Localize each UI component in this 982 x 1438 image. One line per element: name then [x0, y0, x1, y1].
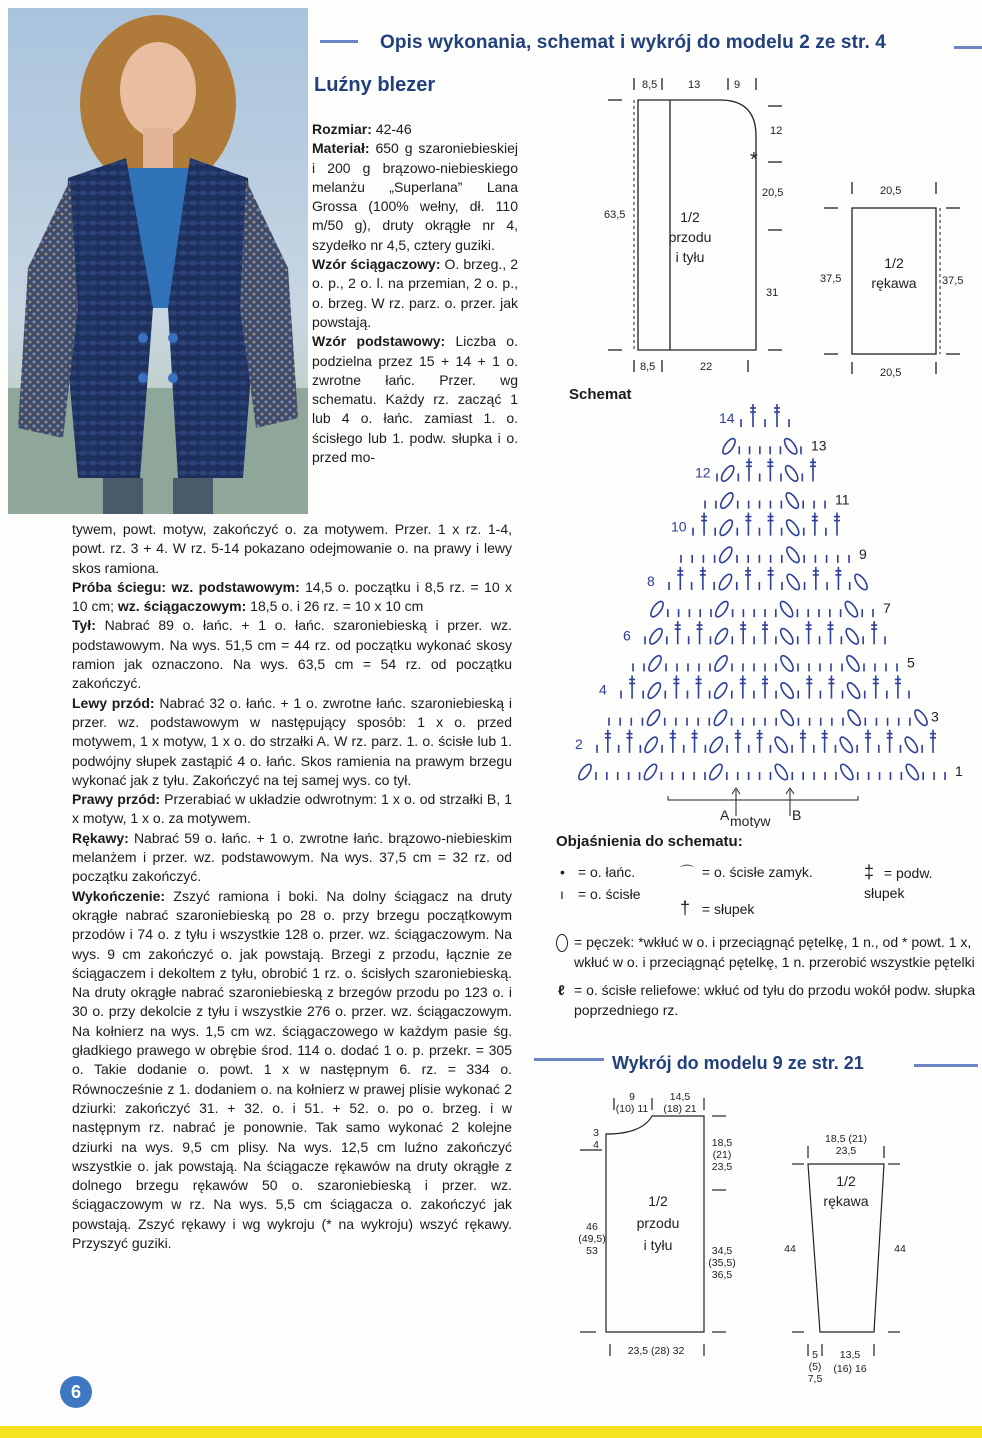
chart-stitch: [774, 404, 780, 427]
chart-stitch: [782, 437, 799, 456]
chart-stitch: [642, 762, 659, 781]
section2-title: Wykrój do modelu 9 ze str. 21: [612, 1053, 864, 1073]
p9-sleeve-left: 44: [784, 1243, 796, 1255]
body-para-gauge: Próba ściegu: wz. podstawowym: 14,5 o. początku i 8,5 rz. = 10 x 10 cm; wz. ściągaczowym: 18,5 o. i 26 rz. = 10 x 10 cm: [72, 578, 512, 615]
chart-stitch: [844, 627, 861, 646]
chart-row-label-right: 7: [883, 600, 891, 617]
p9-right-bottom-2: (35,5): [708, 1257, 736, 1269]
p9-left-2: (49,5): [578, 1233, 606, 1245]
chart-stitch: [646, 681, 663, 700]
chart-stitch: [740, 621, 746, 644]
chart-stitch: [719, 464, 736, 483]
page-header-title: Opis wykonania, schemat i wykrój do modelu 2 ze str. 4: [380, 32, 886, 53]
chart-stitch: [903, 735, 920, 754]
chart-stitch: [605, 730, 611, 753]
page-number: 6: [60, 1376, 92, 1408]
p9-fraction-num: 3: [593, 1127, 599, 1139]
body-para-right-front: Prawy przód: Przerabiać w układzie odwrotnym: 1 x o. od strzałki B, 1 x motyw, 1 x o. za motywem.: [72, 791, 512, 827]
p1-body-label-1: 1/2: [680, 209, 700, 225]
chart-stitch: [735, 730, 741, 753]
chart-stitch: [845, 681, 862, 700]
chart-stitch: [746, 458, 752, 481]
p1-right-dim-2: 20,5: [762, 187, 784, 199]
chart-stitch: [813, 567, 819, 590]
chart-stitch: [692, 730, 698, 753]
intro-material: Materiał: 650 g szaroniebieskiej i 200 g brązowo-niebieskiego melanżu „Superlana” Lana Grossa (100% wełny, dł. 110 m/50 g), druty okrągłe nr 4, szydełko nr 4,5, cztery guziki.: [312, 140, 518, 253]
chart-stitch: [779, 681, 796, 700]
chart-stitch: [812, 513, 818, 536]
p9-right-top-2: (21): [712, 1149, 732, 1161]
chart-row-label-right: 13: [811, 437, 827, 454]
pattern-model-2: [590, 70, 980, 380]
p1-top-dim-3: 9: [734, 79, 741, 91]
chart-row-label-left: 10: [671, 518, 687, 535]
chart-stitch: [778, 599, 795, 618]
double-crochet-icon: †: [680, 898, 691, 918]
chain-icon: •: [560, 864, 565, 880]
body-column: [72, 520, 512, 1253]
section2-rule-left: [534, 1058, 604, 1061]
chart-stitch: [768, 567, 774, 590]
p9-sleeve-label-1: 1/2: [836, 1173, 856, 1189]
p1-bottom-dim-2: 22: [700, 361, 713, 373]
header-rule-left: [320, 40, 358, 43]
chart-stitch: [784, 518, 801, 537]
chart-stitch: [717, 545, 734, 564]
chart-stitch: [895, 675, 901, 698]
chart-stitch: [779, 654, 796, 673]
chart-stitch: [700, 567, 706, 590]
p9-sleeve-bottom-right-2: (16) 16: [833, 1363, 867, 1375]
section2-rule-right: [914, 1064, 978, 1067]
p9-left-1: 46: [586, 1221, 598, 1233]
chart-stitch: [718, 518, 735, 537]
chart-stitch: [713, 654, 730, 673]
chart-stitch: [670, 730, 676, 753]
chart-stitch: [871, 621, 877, 644]
chart-row-label-left: 8: [647, 573, 655, 589]
pattern-model-9: [576, 1086, 976, 1396]
p9-sleeve-top-1: 18,5 (21): [824, 1133, 868, 1145]
chart-stitch: [713, 599, 730, 618]
chart-stitch: [887, 730, 893, 753]
chart-stitch: [757, 730, 763, 753]
chart-stitch: [677, 567, 683, 590]
p9-left-3: 53: [586, 1245, 598, 1257]
p1-right-dim-3: 31: [766, 287, 779, 299]
chart-stitch: [645, 708, 662, 727]
chart-stitch: [721, 437, 738, 456]
body-para-back: Tył: Nabrać 89 o. łańc. + 1 o. łańc. szaroniebieską i przer. wz. podstawowym. Na wys. 51,5 cm = 44 rz. od początku wykonać skosy ramion jak oznaczono. Na wys. 63,5 cm = 54 rz. od początku zakończyć.: [72, 617, 512, 692]
bottom-color-bar: [0, 1426, 982, 1438]
chart-stitch: [843, 599, 860, 618]
chart-stitch: [913, 708, 930, 727]
chart-stitch: [845, 654, 862, 673]
chart-stitch: [838, 762, 855, 781]
chart-stitch: [762, 621, 768, 644]
chart-stitch: [708, 735, 725, 754]
header-rule-right: [954, 46, 982, 49]
chart-stitch: [873, 675, 879, 698]
model-title: Luźny blezer: [314, 74, 436, 96]
chart-stitch: [649, 599, 666, 618]
slip-stitch-icon: ⌒: [680, 864, 694, 880]
sleeve-seam-star: *: [750, 149, 758, 171]
body-para-continuation: tywem, powt. motyw, zakończyć o. za motywem. Przer. 1 x rz. 1-4, powt. rz. 3 + 4. W rz. 5-14 pokazano odejmowanie o. na prawy i lewy skos ramiona.: [72, 521, 512, 576]
schemat-title: Schemat: [569, 386, 632, 403]
p9-right-bottom-1: 34,5: [711, 1245, 733, 1257]
chart-stitch: [627, 730, 633, 753]
chart-stitch: [846, 708, 863, 727]
legend-tr: ‡ = podw. słupek: [864, 862, 933, 901]
chart-stitch: [806, 675, 812, 698]
sleeve-left-dim: 37,5: [820, 273, 842, 285]
p9-bottom: 23,5 (28) 32: [627, 1345, 685, 1357]
chart-row-label-right: 1: [955, 763, 963, 779]
chart-stitch: [784, 491, 801, 510]
p1-sleeve-label-2: rękawa: [871, 275, 917, 291]
chart-stitch: [696, 675, 702, 698]
chart-stitch: [773, 762, 790, 781]
p9-right-top-1: 18,5: [711, 1137, 733, 1149]
chart-stitch: [827, 621, 833, 644]
single-crochet-icon: ı: [560, 886, 564, 902]
legend-dc: † = słupek: [680, 898, 755, 918]
legend-title: Objaśnienia do schematu:: [556, 833, 743, 850]
legend-chain: • = o. łańc.: [560, 864, 636, 880]
chart-stitch: [643, 735, 660, 754]
p9-sleeve-bottom-left-3: 7,5: [807, 1373, 823, 1385]
crochet-chart: [560, 388, 980, 828]
puff-stitch-icon: [556, 934, 568, 952]
intro-size: Rozmiar: 42-46: [312, 121, 412, 137]
p9-top-right-1: 14,5: [669, 1091, 691, 1103]
p9-sleeve-top-2: 23,5: [835, 1145, 857, 1157]
chart-stitch: [783, 464, 800, 483]
chart-stitch: [785, 545, 802, 564]
treble-crochet-icon: ‡: [864, 862, 875, 882]
legend-slip: ⌒ = o. ścisłe zamyk.: [680, 864, 813, 880]
p9-sleeve-bottom-left-2: (5): [808, 1361, 822, 1373]
chart-label-b: B: [792, 807, 802, 823]
legend-relief: ℓ = o. ścisłe reliefowe: wkłuć od tyłu do przodu wokół podw. słupka poprzedniego rz.: [558, 982, 976, 1018]
chart-stitch: [778, 627, 795, 646]
chart-stitch: [647, 654, 664, 673]
chart-stitch: [828, 675, 834, 698]
body-para-sleeves: Rękawy: Nabrać 59 o. łańc. + 1 o. zwrotne łańc. brązowo-niebieskim melanżem i przer. wz. podstawowym. Na wys. 37,5 cm = 32 rz. od początku zakończyć.: [72, 829, 512, 885]
chart-stitch: [577, 762, 594, 781]
p1-sleeve-label-1: 1/2: [884, 255, 904, 271]
chart-stitch: [835, 567, 841, 590]
chart-stitch: [697, 621, 703, 644]
chart-stitch: [834, 513, 840, 536]
chart-stitch: [779, 708, 796, 727]
intro-rib-pattern: Wzór ściągaczowy: O. brzeg., 2 o. p., 2 o. l. na przemian, 2 o. p., o. brzeg. W rz. parz. o. przer. jak powstają.: [312, 256, 518, 330]
chart-stitch: [712, 681, 729, 700]
p9-right-top-3: 23,5: [711, 1161, 733, 1173]
chart-stitch: [673, 675, 679, 698]
chart-stitch: [767, 458, 773, 481]
p1-top-dim-2: 13: [688, 79, 701, 91]
intro-base-pattern: Wzór podstawowy: Liczba o. podzielna przez 15 + 14 + 1 o. zwrotne łańc. Przer. wg schematu. Każdy rz. zacząć 1 lub 4 o. łańc. zamiast 1. o. ścisłego lub 1. podw. słupka i o. przed mo-: [312, 333, 518, 466]
chart-stitch: [762, 675, 768, 698]
chart-row-label-right: 9: [859, 545, 867, 562]
chart-stitch: [701, 513, 707, 536]
chart-stitch: [675, 621, 681, 644]
chart-row-label-right: 5: [907, 654, 915, 671]
p9-body-label-3: i tyłu: [643, 1237, 673, 1253]
legend-single: ı = o. ścisłe: [560, 886, 641, 902]
chart-stitch: [750, 404, 756, 427]
chart-row-label-right: 11: [835, 491, 850, 508]
sleeve-right-dim: 37,5: [942, 275, 964, 287]
sleeve-top-dim: 20,5: [880, 185, 902, 197]
body-para-finishing: Wykończenie: Zszyć ramiona i boki. Na dolny ściągacz na druty okrągłe nabrać szaroniebieską po 28 o. przy brzegu początkowym przodów i 74 o. z tyłu i wszystkie 128 o. przer. wz. ściągaczowym. Na wys. 9 cm zakończyć o. jak powstają. Brzegi z przodu, łącznie ze ściągaczem i dekoltem z tyłu, obrobić 1 rz. o. ścisłych szaroniebieską. Na druty okrągłe nabrać szaroniebieską z brzegów przodu po 123 o. i 30 o. przy dekolcie z tyłu i wszystkie 276 o. przer. wz. ściągaczowym. Na kołnierz na wys. 1,5 cm wz. ściągaczowego w każdym pasie śg. gładkiego prawego w obrębie środ. 114 o. dodać 1 o. p. przekr. = 305 o. Takie dodanie o. powt. 1 x w następnym 6. rz. = 334 o. Równocześnie z 1. dodaniem o. na kołnierz w prawej plisie wykonać 2 dziurki: zakończyć 31. + 32. o. i 51. + 52. o. po o. brzeg. i w następnym rz. nabrać je ponownie. Tak samo wykonać 2 kolejne dziurki na wys. 9,5 cm plisy. Na wys. 12,5 cm luźno zakończyć wszystkie o. jak powstają. Na ściągacze rękawów na druty okrągłe z dolnego brzegu rękawów 50 o. szaroniebieską i przer. wz. ściągaczowym w rz. Na wys. 5,5 cm ściągacza o. zakończyć jak powstają. Zszyć rękawy i wg wykroju (* na wykroju) wszyć rękawy. Przyszyć guziki.: [72, 887, 512, 1251]
chart-stitch: [806, 621, 812, 644]
chart-stitch: [853, 572, 870, 591]
p9-top-left-2: (10) 11: [615, 1103, 649, 1115]
body-para-left-front: Lewy przód: Nabrać 32 o. łańc. + 1 o. zwrotne łańc. szaroniebieską i przer. wz. podstawowym w następujący sposób: 1 x o. przed motywem, 1 x motyw, 1 x o. do strzałki A. W rz. parz. 1. o. ścisłe lub 1. podwójny słupek zastąpić 4 o. łańc. Skos ramienia na prawym brzegu wykonać jak z tyłu. Zakończyć na tej samej wys. co tył.: [72, 694, 512, 788]
chart-row-label-right: 3: [931, 708, 939, 725]
chart-stitch: [707, 762, 724, 781]
chart-stitch: [717, 572, 734, 591]
p9-sleeve-bottom-left-1: 5: [812, 1349, 818, 1361]
legend-peczek: = pęczek: *wkłuć w o. i przeciągnąć pętelkę, 1 n., od * powt. 1 x, wkłuć w o. i przeciągnąć pętelkę, 1 n. przerobić wszystkie pętelki: [556, 932, 976, 972]
chart-stitch: [800, 730, 806, 753]
chart-stitch: [745, 513, 751, 536]
chart-stitch: [712, 708, 729, 727]
chart-stitch: [745, 567, 751, 590]
chart-stitch: [773, 735, 790, 754]
p9-right-bottom-3: 36,5: [711, 1269, 733, 1281]
p9-sleeve-right: 44: [894, 1243, 906, 1255]
p9-fraction-den: 4: [593, 1139, 599, 1151]
chart-stitch: [865, 730, 871, 753]
p9-sleeve-label-2: rękawa: [823, 1193, 869, 1209]
chart-label-motyw: motyw: [730, 813, 771, 828]
chart-stitch: [930, 730, 936, 753]
p9-top-left-1: 9: [629, 1091, 635, 1103]
p9-body-label-2: przodu: [636, 1215, 680, 1231]
p9-top-right-2: (18) 21: [663, 1103, 697, 1115]
chart-stitch: [822, 730, 828, 753]
chart-row-label-left: 2: [575, 735, 583, 752]
p1-body-label-2: przodu: [668, 229, 712, 245]
chart-row-label-left: 14: [719, 410, 735, 427]
p1-left-dim: 63,5: [604, 209, 626, 221]
chart-stitch: [785, 572, 802, 591]
relief-stitch-icon: ℓ: [558, 982, 565, 998]
p9-body-label-1: 1/2: [648, 1193, 668, 1209]
p1-top-dim-1: 8,5: [642, 79, 658, 91]
p1-body-label-3: i tyłu: [675, 249, 705, 265]
chart-stitch: [713, 627, 730, 646]
chart-stitch: [718, 491, 735, 510]
sleeve-bottom-dim: 20,5: [880, 367, 902, 379]
chart-stitch: [768, 513, 774, 536]
p1-bottom-dim-1: 8,5: [640, 361, 656, 373]
chart-row-label-left: 12: [695, 464, 711, 481]
chart-stitch: [904, 762, 921, 781]
chart-stitch: [647, 627, 664, 646]
intro-column: [312, 120, 518, 467]
p9-sleeve-bottom-right-1: 13,5: [839, 1349, 861, 1361]
chart-stitch: [740, 675, 746, 698]
chart-stitch: [629, 675, 635, 698]
chart-row-label-left: 6: [623, 627, 631, 644]
legend: [556, 832, 976, 1020]
p1-right-dim-1: 12: [770, 125, 783, 137]
chart-stitch: [838, 735, 855, 754]
chart-stitch: [810, 458, 816, 481]
model-photo: [8, 8, 308, 514]
chart-label-a: A: [720, 807, 730, 823]
chart-row-label-left: 4: [599, 681, 607, 698]
